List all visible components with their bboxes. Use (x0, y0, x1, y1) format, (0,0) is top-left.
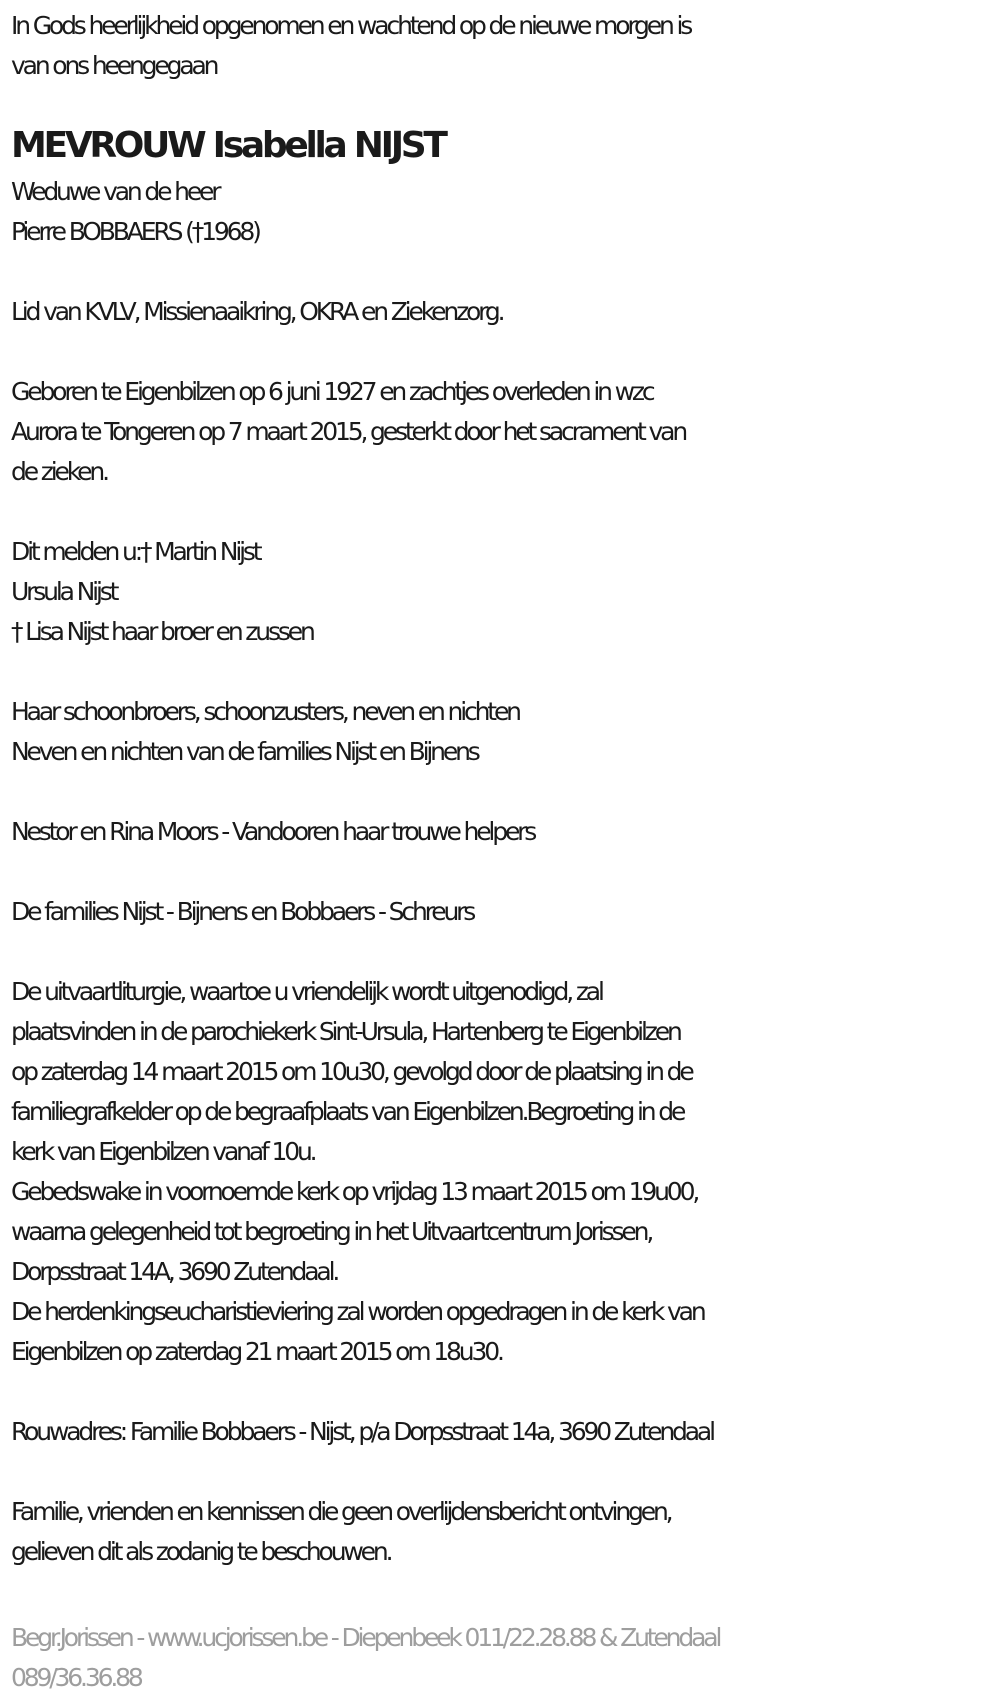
relatives-line: Haar schoonbroers, schoonzusters, neven en nichten (11, 697, 519, 726)
spacer (11, 492, 1000, 532)
relatives-line: Neven en nichten van de families Nijst en Bijnens (11, 737, 478, 766)
funeral-line: De herdenkingseucharistieviering zal worden opgedragen in de kerk van (11, 1297, 704, 1326)
birth-death-line: de zieken. (11, 457, 107, 486)
spacer (11, 1572, 1000, 1612)
funeral-line: waarna gelegenheid tot begroeting in het Uitvaartcentrum Jorissen, (11, 1217, 652, 1246)
announcer-line: Dit melden u:† Martin Nijst (11, 537, 260, 566)
spacer (11, 1452, 1000, 1492)
widow-line: Pierre BOBBAERS (†1968) (11, 217, 259, 246)
spacer (11, 252, 1000, 292)
funeral-line: De uitvaartliturgie, waartoe u vriendelijk wordt uitgenodigd, zal (11, 977, 602, 1006)
relatives-text (11, 692, 1000, 772)
families-text: De families Nijst - Bijnens en Bobbaers - Schreurs (11, 897, 474, 926)
deceased-name: MEVROUW Isabella NIJST (11, 125, 445, 166)
birth-death-line: Geboren te Eigenbilzen op 6 juni 1927 en zachtjes overleden in wzc (11, 377, 653, 406)
birth-death-text (11, 372, 1000, 492)
notice-line: gelieven dit als zodanig te beschouwen. (11, 1537, 391, 1566)
spacer (11, 1372, 1000, 1412)
intro-line: In Gods heerlijkheid opgenomen en wachtend op de nieuwe morgen is (11, 11, 691, 40)
footer-line: 089/36.36.88 (11, 1663, 141, 1692)
address-text: Rouwadres: Familie Bobbaers - Nijst, p/a Dorpsstraat 14a, 3690 Zutendaal (11, 1417, 713, 1446)
funeral-line: Eigenbilzen op zaterdag 21 maart 2015 om 18u30. (11, 1337, 502, 1366)
funeral-text (11, 972, 1000, 1372)
notice-line: Familie, vrienden en kennissen die geen overlijdensbericht ontvingen, (11, 1497, 671, 1526)
intro-line: van ons heengegaan (11, 51, 217, 80)
intro-text (11, 6, 1000, 86)
funeral-line: familiegrafkelder op de begraafplaats van Eigenbilzen.Begroeting in de (11, 1097, 684, 1126)
widow-text (11, 172, 1000, 252)
helpers-text: Nestor en Rina Moors - Vandooren haar trouwe helpers (11, 817, 535, 846)
funeral-line: kerk van Eigenbilzen vanaf 10u. (11, 1137, 315, 1166)
announcer-line: Ursula Nijst (11, 577, 117, 606)
notice-text (11, 1492, 1000, 1572)
funeral-home-footer (11, 1618, 1000, 1698)
spacer (11, 652, 1000, 692)
spacer (11, 772, 1000, 812)
widow-line: Weduwe van de heer (11, 177, 219, 206)
birth-death-line: Aurora te Tongeren op 7 maart 2015, gesterkt door het sacrament van (11, 417, 686, 446)
funeral-line: plaatsvinden in de parochiekerk Sint-Ursula, Hartenberg te Eigenbilzen (11, 1017, 680, 1046)
funeral-line: Dorpsstraat 14A, 3690 Zutendaal. (11, 1257, 338, 1286)
announcers-text (11, 532, 1000, 652)
funeral-line: op zaterdag 14 maart 2015 om 10u30, gevolgd door de plaatsing in de (11, 1057, 692, 1086)
announcer-line: † Lisa Nijst haar broer en zussen (11, 617, 313, 646)
spacer (11, 852, 1000, 892)
membership-text: Lid van KVLV, Missienaaikring, OKRA en Ziekenzorg. (11, 297, 503, 326)
footer-line: Begr.Jorissen - www.ucjorissen.be - Diepenbeek 011/22.28.88 & Zutendaal (11, 1623, 720, 1652)
funeral-line: Gebedswake in voornoemde kerk op vrijdag 13 maart 2015 om 19u00, (11, 1177, 698, 1206)
spacer (11, 932, 1000, 972)
spacer (11, 332, 1000, 372)
